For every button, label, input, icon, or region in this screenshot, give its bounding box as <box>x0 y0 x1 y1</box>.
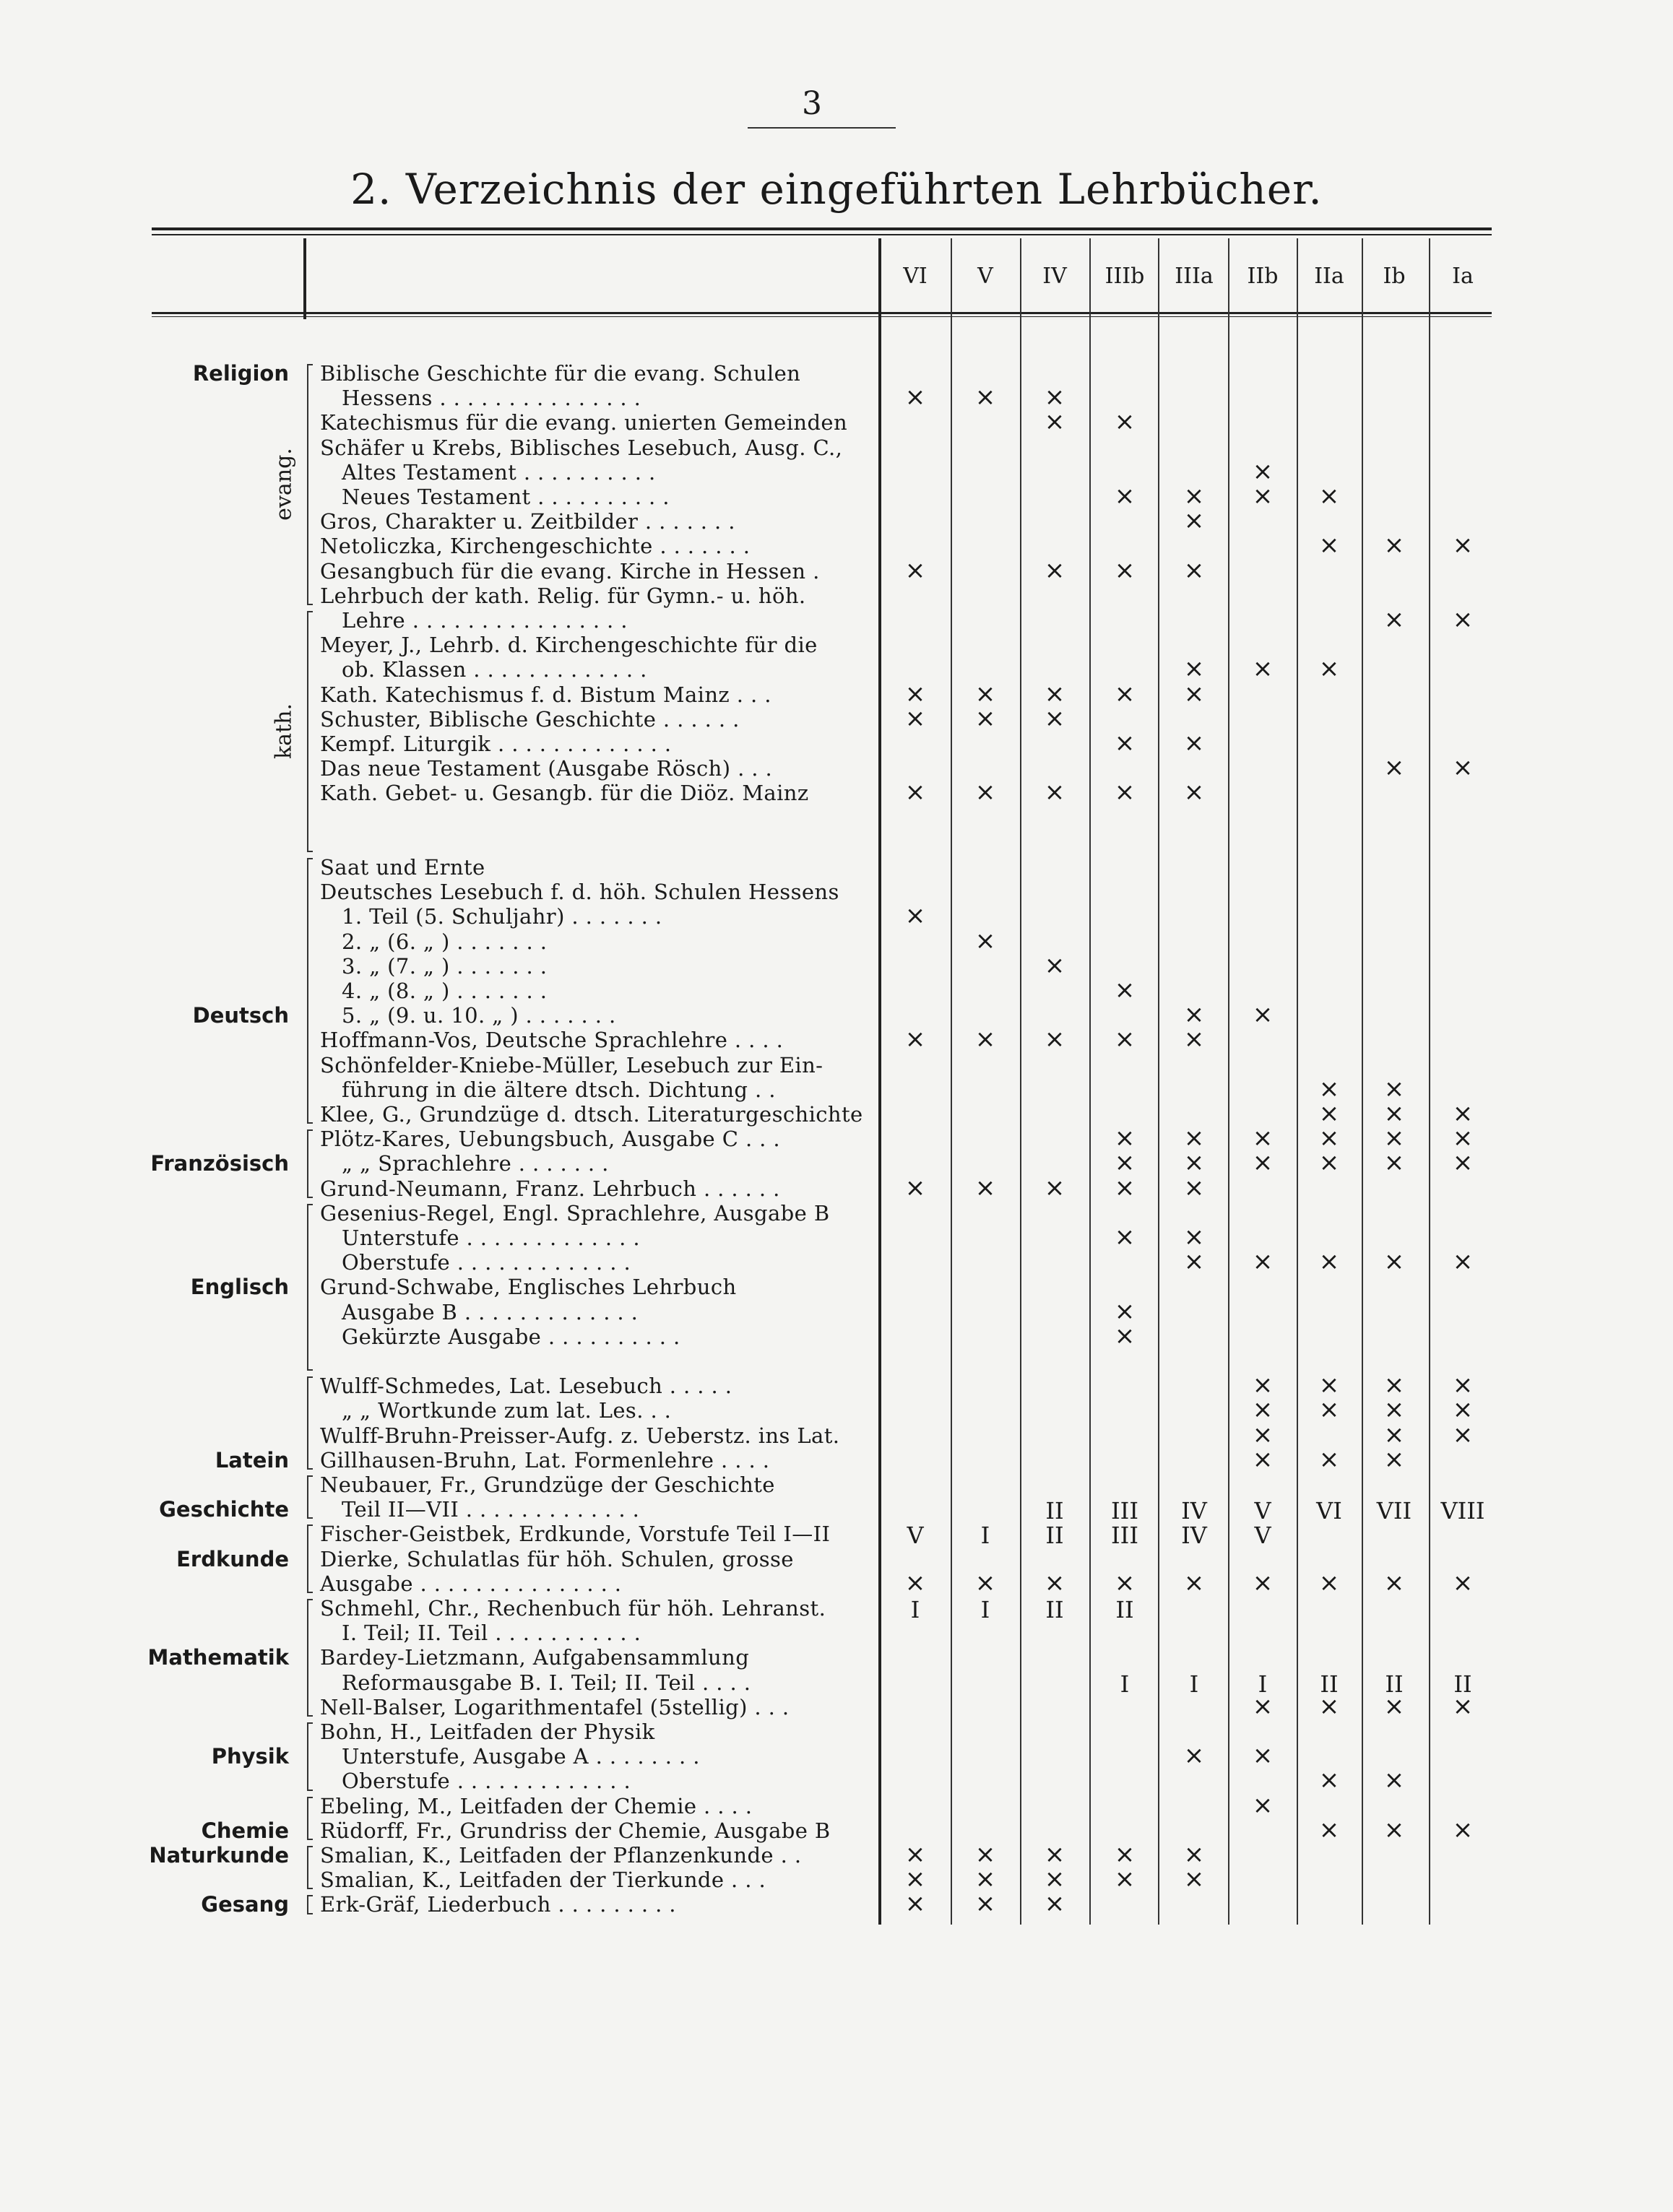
cross-mark: × <box>1318 1444 1340 1474</box>
cross-mark: × <box>974 778 996 807</box>
subject-label: Deutsch <box>192 1003 289 1028</box>
cross-mark: × <box>974 703 996 733</box>
cross-mark: × <box>1252 1420 1274 1449</box>
cross-mark: × <box>1183 778 1205 807</box>
cross-mark: × <box>1318 1691 1340 1721</box>
book-entry: Fischer-Geistbek, Erdkunde, Vorstufe Teil I—II <box>320 1522 831 1547</box>
cross-mark: × <box>1452 1420 1474 1449</box>
column-header-iia: IIa <box>1314 264 1344 289</box>
book-entry: Kempf. Liturgik . . . . . . . . . . . . . <box>320 732 672 756</box>
cross-mark: × <box>974 1025 996 1054</box>
cross-mark: × <box>1183 654 1205 684</box>
cross-mark: × <box>1044 778 1065 807</box>
cross-mark: × <box>1383 1247 1405 1277</box>
subject-label: Religion <box>192 361 289 386</box>
cross-mark: × <box>1114 482 1136 511</box>
cross-mark: × <box>1114 679 1136 708</box>
roman-part-mark: VII <box>1376 1497 1412 1525</box>
book-entry: Katechismus für die evang. unierten Gemeinden <box>320 410 848 435</box>
book-entry: Ausgabe B . . . . . . . . . . . . . <box>342 1299 639 1324</box>
header-rule-top <box>152 227 1492 230</box>
book-entry: 2. „ (6. „ ) . . . . . . . <box>342 929 548 954</box>
subgroup-label: kath. <box>271 703 297 759</box>
book-entry: Gesangbuch für die evang. Kirche in Hessen . <box>320 558 820 584</box>
cross-mark: × <box>974 1173 996 1202</box>
book-entry: Teil II—VII . . . . . . . . . . . . . <box>342 1497 640 1522</box>
book-entry: ob. Klassen . . . . . . . . . . . . . <box>342 657 647 682</box>
cross-mark: × <box>1383 753 1405 783</box>
group-brace <box>307 1895 313 1914</box>
roman-part-mark: V <box>1254 1497 1271 1525</box>
cross-mark: × <box>1318 1124 1340 1153</box>
subgroup-label: evang. <box>271 448 297 521</box>
cross-mark: × <box>1252 1395 1274 1425</box>
column-divider <box>1158 238 1159 1925</box>
cross-mark: × <box>974 926 996 955</box>
cross-mark: × <box>904 679 926 708</box>
roman-part-mark: I <box>910 1596 920 1623</box>
cross-mark: × <box>904 1568 926 1597</box>
book-entry: Dierke, Schulatlas für höh. Schulen, grosse <box>320 1546 794 1571</box>
cross-mark: × <box>1383 1099 1405 1128</box>
cross-mark: × <box>1383 1420 1405 1449</box>
book-entry: Oberstufe . . . . . . . . . . . . . <box>342 1250 631 1275</box>
cross-mark: × <box>1318 1815 1340 1844</box>
roman-part-mark: I <box>1189 1670 1199 1698</box>
book-entry: Meyer, J., Lehrb. d. Kirchengeschichte für die <box>320 633 818 658</box>
cross-mark: × <box>1114 729 1136 758</box>
book-entry: Netoliczka, Kirchengeschichte . . . . . . . <box>320 534 751 559</box>
book-entry: Schmehl, Chr., Rechenbuch für höh. Lehranst. <box>320 1596 826 1621</box>
subject-label: Gesang <box>201 1892 289 1917</box>
book-entry: Oberstufe . . . . . . . . . . . . . <box>342 1769 631 1794</box>
cross-mark: × <box>1252 1741 1274 1771</box>
cross-mark: × <box>1114 1148 1136 1178</box>
subject-label: Latein <box>215 1447 289 1473</box>
cross-mark: × <box>974 1568 996 1597</box>
cross-mark: × <box>1452 1247 1474 1277</box>
cross-mark: × <box>1183 506 1205 536</box>
group-brace <box>307 1475 313 1519</box>
book-entry: Hessens . . . . . . . . . . . . . . . <box>342 386 641 411</box>
header-rule-bottom-thin <box>152 316 1492 317</box>
book-entry: führung in die ältere dtsch. Dichtung . . <box>342 1077 776 1102</box>
subject-label: Geschichte <box>159 1497 289 1522</box>
cross-mark: × <box>1318 531 1340 560</box>
book-entry: Schäfer u Krebs, Biblisches Lesebuch, Ausg. C., <box>320 435 843 460</box>
roman-part-mark: III <box>1111 1522 1138 1550</box>
page-number: 3 <box>802 85 822 122</box>
cross-mark: × <box>1183 729 1205 758</box>
book-entry: Neues Testament . . . . . . . . . . <box>342 485 670 509</box>
cross-mark: × <box>904 778 926 807</box>
cross-mark: × <box>1383 1124 1405 1153</box>
cross-mark: × <box>1183 1000 1205 1030</box>
cross-mark: × <box>1114 778 1136 807</box>
cross-mark: × <box>1452 531 1474 560</box>
cross-mark: × <box>904 901 926 931</box>
cross-mark: × <box>1183 1568 1205 1597</box>
group-brace <box>307 1524 313 1593</box>
roman-part-mark: VIII <box>1440 1497 1485 1525</box>
book-entry: Das neue Testament (Ausgabe Rösch) . . . <box>320 756 773 781</box>
book-entry: Plötz-Kares, Uebungsbuch, Ausgabe C . . . <box>320 1127 781 1152</box>
cross-mark: × <box>1183 1247 1205 1277</box>
book-entry: Saat und Ernte <box>320 855 485 880</box>
cross-mark: × <box>1383 1148 1405 1178</box>
cross-mark: × <box>1383 1444 1405 1474</box>
column-header-iiib: IIIb <box>1104 264 1145 289</box>
cross-mark: × <box>974 1865 996 1894</box>
subject-label: Englisch <box>190 1275 289 1300</box>
book-entry: Reformausgabe B. I. Teil; II. Teil . . . . <box>342 1670 751 1695</box>
cross-mark: × <box>904 703 926 733</box>
book-entry: 3. „ (7. „ ) . . . . . . . <box>342 953 548 979</box>
group-brace <box>307 1129 313 1198</box>
cross-mark: × <box>1044 703 1065 733</box>
roman-part-mark: I <box>980 1596 990 1623</box>
cross-mark: × <box>904 1025 926 1054</box>
roman-part-mark: II <box>1045 1522 1064 1550</box>
book-entry: „ „ Sprachlehre . . . . . . . <box>342 1151 609 1176</box>
book-entry: Neubauer, Fr., Grundzüge der Geschichte <box>320 1473 775 1497</box>
book-entry: Gesenius-Regel, Engl. Sprachlehre, Ausgabe B <box>320 1200 830 1226</box>
cross-mark: × <box>1383 1568 1405 1597</box>
roman-part-mark: III <box>1111 1497 1138 1525</box>
book-entry: Ausgabe . . . . . . . . . . . . . . . <box>320 1571 622 1596</box>
roman-part-mark: IV <box>1181 1522 1207 1550</box>
book-entry: Lehre . . . . . . . . . . . . . . . . <box>342 608 628 633</box>
column-header-vi: VI <box>903 264 928 289</box>
cross-mark: × <box>1383 1815 1405 1844</box>
subject-label: Naturkunde <box>149 1843 289 1868</box>
cross-mark: × <box>1452 1099 1474 1128</box>
cross-mark: × <box>1452 1691 1474 1721</box>
cross-mark: × <box>1114 407 1136 437</box>
group-brace <box>307 1797 313 1840</box>
book-entry: Kath. Katechismus f. d. Bistum Mainz . . . <box>320 682 771 707</box>
cross-mark: × <box>1044 555 1065 585</box>
cross-mark: × <box>1318 1247 1340 1277</box>
cross-mark: × <box>1114 1223 1136 1252</box>
column-divider <box>1429 238 1430 1925</box>
group-brace <box>307 1599 313 1717</box>
column-divider <box>1020 238 1021 1925</box>
roman-part-mark: V <box>1254 1522 1271 1550</box>
cross-mark: × <box>1318 1099 1340 1128</box>
cross-mark: × <box>1183 1865 1205 1894</box>
book-entry: Grund-Schwabe, Englisches Lehrbuch <box>320 1275 737 1300</box>
roman-part-mark: V <box>907 1522 924 1550</box>
column-divider <box>1228 238 1229 1925</box>
cross-mark: × <box>1044 1840 1065 1869</box>
book-entry: Schuster, Biblische Geschichte . . . . . . <box>320 706 740 732</box>
column-header-iib: IIb <box>1247 264 1279 289</box>
cross-mark: × <box>1114 976 1136 1005</box>
book-entry: Wulff-Schmedes, Lat. Lesebuch . . . . . <box>320 1374 732 1399</box>
book-entry: Altes Testament . . . . . . . . . . <box>342 459 656 485</box>
cross-mark: × <box>904 555 926 585</box>
cross-mark: × <box>1318 1395 1340 1425</box>
group-brace <box>307 1376 313 1470</box>
cross-mark: × <box>904 383 926 412</box>
subject-label: Erdkunde <box>176 1546 289 1571</box>
cross-mark: × <box>1252 1444 1274 1474</box>
cross-mark: × <box>1114 1865 1136 1894</box>
cross-mark: × <box>1318 1148 1340 1178</box>
cross-mark: × <box>1114 1296 1136 1326</box>
subject-label: Physik <box>211 1744 289 1769</box>
column-divider <box>1297 238 1298 1925</box>
roman-part-mark: II <box>1320 1670 1339 1698</box>
cross-mark: × <box>1044 1173 1065 1202</box>
cross-mark: × <box>1183 1148 1205 1178</box>
cross-mark: × <box>1044 1568 1065 1597</box>
cross-mark: × <box>1383 1074 1405 1103</box>
group-brace <box>307 1204 313 1371</box>
cross-mark: × <box>1183 1840 1205 1869</box>
cross-mark: × <box>1044 950 1065 980</box>
group-brace <box>307 1722 313 1791</box>
book-entry: I. Teil; II. Teil . . . . . . . . . . . <box>342 1621 641 1646</box>
cross-mark: × <box>1252 456 1274 486</box>
book-entry: 4. „ (8. „ ) . . . . . . . <box>342 979 548 1003</box>
cross-mark: × <box>904 1889 926 1919</box>
cross-mark: × <box>1318 1568 1340 1597</box>
cross-mark: × <box>974 1840 996 1869</box>
book-entry: Unterstufe . . . . . . . . . . . . . <box>342 1226 640 1250</box>
cross-mark: × <box>1114 1840 1136 1869</box>
book-entry: Klee, G., Grundzüge d. dtsch. Literaturgeschichte <box>320 1102 863 1127</box>
cross-mark: × <box>974 1889 996 1919</box>
cross-mark: × <box>1044 383 1065 412</box>
cross-mark: × <box>1318 1766 1340 1795</box>
cross-mark: × <box>1114 1568 1136 1597</box>
group-brace <box>307 611 313 852</box>
column-divider <box>951 238 952 1925</box>
cross-mark: × <box>974 383 996 412</box>
cross-mark: × <box>1114 1025 1136 1054</box>
subject-label: Chemie <box>201 1818 289 1843</box>
cross-mark: × <box>1183 1124 1205 1153</box>
book-entry: Gillhausen-Bruhn, Lat. Formenlehre . . . . <box>320 1447 770 1473</box>
book-entry: Kath. Gebet- u. Gesangb. für die Diöz. Mainz <box>320 781 809 806</box>
group-brace <box>307 364 313 605</box>
book-entry: Grund-Neumann, Franz. Lehrbuch . . . . . . <box>320 1176 780 1201</box>
cross-mark: × <box>1383 605 1405 634</box>
cross-mark: × <box>1452 1395 1474 1425</box>
cross-mark: × <box>1044 1865 1065 1894</box>
cross-mark: × <box>1383 1691 1405 1721</box>
cross-mark: × <box>1252 1247 1274 1277</box>
roman-part-mark: II <box>1045 1497 1064 1525</box>
cross-mark: × <box>1383 1766 1405 1795</box>
book-entry: Biblische Geschichte für die evang. Schulen <box>320 361 801 386</box>
cross-mark: × <box>1114 1321 1136 1350</box>
cross-mark: × <box>1318 482 1340 511</box>
roman-part-mark: IV <box>1181 1497 1207 1525</box>
cross-mark: × <box>1452 1371 1474 1400</box>
cross-mark: × <box>1452 1815 1474 1844</box>
column-header-iv: IV <box>1042 264 1067 289</box>
cross-mark: × <box>1252 1691 1274 1721</box>
cross-mark: × <box>1452 1568 1474 1597</box>
roman-part-mark: II <box>1115 1596 1134 1623</box>
column-divider <box>1362 238 1363 1925</box>
book-entry: 1. Teil (5. Schuljahr) . . . . . . . <box>342 904 662 929</box>
group-brace <box>307 1846 313 1889</box>
cross-mark: × <box>1183 679 1205 708</box>
cross-mark: × <box>1452 753 1474 783</box>
cross-mark: × <box>1183 1741 1205 1771</box>
column-divider <box>303 238 306 319</box>
book-entry: Unterstufe, Ausgabe A . . . . . . . . <box>342 1744 700 1769</box>
cross-mark: × <box>1183 555 1205 585</box>
cross-mark: × <box>1252 654 1274 684</box>
cross-mark: × <box>904 1865 926 1894</box>
cross-mark: × <box>1044 1025 1065 1054</box>
cross-mark: × <box>1183 1223 1205 1252</box>
subject-label: Mathematik <box>147 1645 289 1670</box>
cross-mark: × <box>1183 1173 1205 1202</box>
cross-mark: × <box>1114 555 1136 585</box>
cross-mark: × <box>1252 1568 1274 1597</box>
book-entry: Smalian, K., Leitfaden der Pflanzenkunde . . <box>320 1843 802 1868</box>
cross-mark: × <box>904 1840 926 1869</box>
roman-part-mark: I <box>980 1522 990 1550</box>
book-entry: Lehrbuch der kath. Relig. für Gymn.- u. höh. <box>320 583 806 608</box>
cross-mark: × <box>1383 1395 1405 1425</box>
book-entry: Rüdorff, Fr., Grundriss der Chemie, Ausgabe B <box>320 1818 831 1843</box>
cross-mark: × <box>1452 605 1474 634</box>
cross-mark: × <box>1252 1124 1274 1153</box>
cross-mark: × <box>1044 407 1065 437</box>
book-entry: Erk-Gräf, Liederbuch . . . . . . . . . <box>320 1892 676 1917</box>
cross-mark: × <box>1183 482 1205 511</box>
subject-label: Französisch <box>150 1151 289 1176</box>
book-entry: Hoffmann-Vos, Deutsche Sprachlehre . . . . <box>320 1028 784 1053</box>
roman-part-mark: II <box>1385 1670 1404 1698</box>
roman-part-mark: I <box>1258 1670 1268 1698</box>
book-entry: Smalian, K., Leitfaden der Tierkunde . . . <box>320 1868 766 1893</box>
roman-part-mark: II <box>1453 1670 1472 1698</box>
cross-mark: × <box>1252 1790 1274 1820</box>
book-entry: Deutsches Lesebuch f. d. höh. Schulen Hessens <box>320 880 839 905</box>
cross-mark: × <box>1252 1371 1274 1400</box>
cross-mark: × <box>904 1173 926 1202</box>
cross-mark: × <box>1383 1371 1405 1400</box>
cross-mark: × <box>1044 1889 1065 1919</box>
column-header-iiia: IIIa <box>1175 264 1214 289</box>
column-header-ib: Ib <box>1383 264 1406 289</box>
cross-mark: × <box>1114 1124 1136 1153</box>
book-entry: Ebeling, M., Leitfaden der Chemie . . . . <box>320 1793 753 1818</box>
cross-mark: × <box>1044 679 1065 708</box>
cross-mark: × <box>1183 1025 1205 1054</box>
cross-mark: × <box>1383 531 1405 560</box>
page-number-underline <box>748 127 896 129</box>
book-entry: „ „ Wortkunde zum lat. Les. . . <box>342 1398 672 1423</box>
cross-mark: × <box>1318 654 1340 684</box>
book-entry: Bohn, H., Leitfaden der Physik <box>320 1719 655 1744</box>
column-divider <box>878 238 881 1925</box>
header-rule-top-thin <box>152 234 1492 235</box>
book-entry: Gekürzte Ausgabe . . . . . . . . . . <box>342 1324 680 1349</box>
cross-mark: × <box>1452 1124 1474 1153</box>
roman-part-mark: I <box>1120 1670 1130 1698</box>
roman-part-mark: II <box>1045 1596 1064 1623</box>
cross-mark: × <box>1252 1000 1274 1030</box>
book-entry: Wulff-Bruhn-Preisser-Aufg. z. Ueberstz. ins Lat. <box>320 1423 840 1448</box>
roman-part-mark: VI <box>1316 1497 1342 1525</box>
column-header-ia: Ia <box>1452 264 1474 289</box>
cross-mark: × <box>1452 1148 1474 1178</box>
header-rule-bottom <box>152 312 1492 314</box>
column-header-v: V <box>977 264 993 289</box>
book-entry: Schönfelder-Kniebe-Müller, Lesebuch zur Ein- <box>320 1052 823 1077</box>
group-brace <box>307 858 313 1124</box>
page-title: 2. Verzeichnis der eingeführten Lehrbücher. <box>350 165 1323 214</box>
cross-mark: × <box>1114 1173 1136 1202</box>
cross-mark: × <box>974 679 996 708</box>
cross-mark: × <box>1252 1148 1274 1178</box>
cross-mark: × <box>1318 1074 1340 1103</box>
book-entry: Bardey-Lietzmann, Aufgabensammlung <box>320 1645 750 1670</box>
cross-mark: × <box>1318 1371 1340 1400</box>
cross-mark: × <box>1252 482 1274 511</box>
column-divider <box>1089 238 1091 1925</box>
book-entry: Gros, Charakter u. Zeitbilder . . . . . . . <box>320 509 735 534</box>
book-entry: 5. „ (9. u. 10. „ ) . . . . . . . <box>342 1003 616 1028</box>
book-entry: Nell-Balser, Logarithmentafel (5stellig) . . . <box>320 1694 790 1719</box>
